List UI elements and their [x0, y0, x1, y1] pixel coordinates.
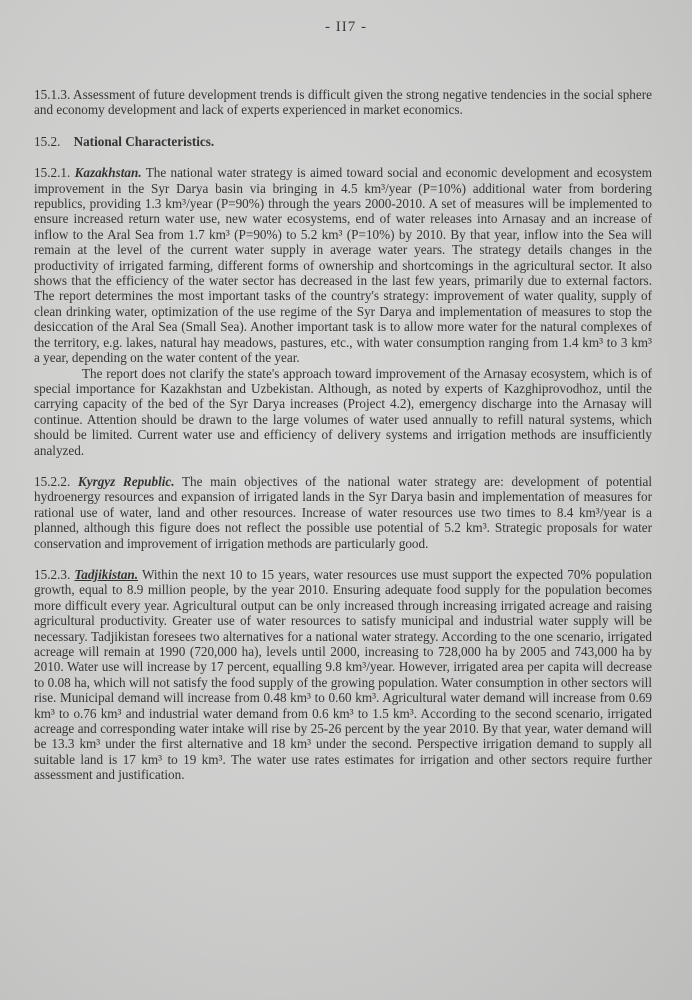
paragraph-number: 15.2.3. [34, 566, 71, 582]
paragraph-15-2-1-continuation: The report does not clarify the state's approach toward improvement of the Arnasay ecosystem, which is of special importance for Kazakhstan and Uzbekistan. Although, as noted by experts of Kazghiprovodhoz, until the carrying capacity of the bed of the Syr Darya increases (Project 4.2), emergency discharge into the Arnasay will continue. Attention should be drawn to the large volumes of water used annually to refill natural systems, which should be limited. Current water use and efficiency of delivery systems and irrigation methods are insufficiently analyzed. [34, 365, 652, 458]
paragraph-number: 15.1.3. [34, 87, 71, 102]
country-name-kazakhstan: Kazakhstan. [74, 165, 142, 181]
paragraph-text: The main objectives of the national water strategy are: development of potential hydroenergy resources and expansion of irrigated lands in the Syr Darya basin and implementation of measures for rational use of water, land and other resources. Increase of water resources use two times to 8.4 km³/year is a planned, although this figure does not reflect the possible use potential of 5.2 km³. Strategic proposals for water conservation and improvement of irrigation methods are particularly good. [34, 473, 653, 551]
country-name-kyrgyz: Kyrgyz Republic. [77, 473, 175, 489]
paragraph-15-2-1 [34, 165, 652, 365]
paragraph-number: 15.2.1. [34, 165, 71, 181]
paragraph-text: The national water strategy is aimed toward social and economic development and ecosystem improvement in the Syr Darya basin via bringing in 4.5 km³/year (P=10%) additional water from bordering republics, providing 1.3 km³/year (P=90%) through the years 2000-2010. A set of measures will be implemented to ensure increased return water use, new water ecosystems, end of water releases into Arnasay and an increase of inflow to the Aral Sea from 1.7 km³ (P=90%) to 5.2 km³ (P=10%) by 2010. By that year, inflow into the Sea will remain at the level of the current water supply in average water years. The strategy details changes in the productivity of irrigated farming, different forms of ownership and shortcomings in the agricultural sector. It also shows that the efficiency of the water sector has decreased in the last few years, primarily due to external factors. The report determines the most important tasks of the country's strategy: improvement of water quality, supply of clean drinking water, optimization of the use regime of the Syr Darya and implementation of measures to stop the desiccation of the Aral Sea (Small Sea). Another important task is to allow more water for the natural complexes of the territory, e.g. lakes, natural hay meadows, pastures, etc., with water consumption ranging from 1.4 km³ to 3 km³ a year, depending on the water content of the year. [34, 165, 652, 366]
section-heading-15-2 [34, 134, 652, 149]
section-title: National Characteristics. [73, 133, 215, 149]
paragraph-text: Within the next 10 to 15 years, water resources use must support the expected 70% population growth, equal to 8.9 million people, by the year 2010. Ensuring adequate food supply for the population becomes more difficult every year. Agricultural output can be only increased through increasing irrigated acreage and raising agricultural productivity. Greater use of water resources to satisfy municipal and industrial water supply will be necessary. Tadjikistan foresees two alternatives for a national water strategy. According to the one scenario, irrigated acreage will remain at 1990 (720,000 ha), levels until 2000, increasing to 728,000 ha by 2005 and 743,000 ha by 2010. Water use will increase by 17 percent, equalling 9.8 km³/year. However, irrigated area per capita will decrease to 0.08 ha, which will not satisfy the food supply of the growing population. Water consumption in other sectors will rise. Municipal demand will increase from 0.48 km³ to 0.60 km³. Agricultural water demand will increase from 0.69 km³ to o.76 km³ and industrial water demand from 0.6 km³ to 1.5 km³. According to the second scenario, irrigated acreage and corresponding water intake will rise by 25-26 percent by the year 2010. By that year, water demand will be 13.3 km³ under the first alternative and 18 km³ under the second. Perspective irrigation demand to supply all suitable land is 17 km³ to 19 km³. The water use rates estimates for irrigation and other sectors require further assessment and justification. [34, 566, 652, 783]
paragraph-text: Assessment of future development trends is difficult given the strong negative tendencies in the social sphere and economy development and lack of experts experienced in market economics. [34, 87, 652, 118]
paragraph-15-2-3 [34, 567, 652, 783]
paragraph-15-1-3 [34, 87, 652, 118]
document-body [34, 87, 652, 799]
paragraph-15-2-2 [34, 474, 652, 551]
page-number: - II7 - [325, 19, 367, 35]
paragraph-number: 15.2.2. [34, 473, 71, 489]
section-number: 15.2. [34, 133, 61, 149]
country-name-tadjikistan: Tadjikistan. [74, 566, 139, 582]
